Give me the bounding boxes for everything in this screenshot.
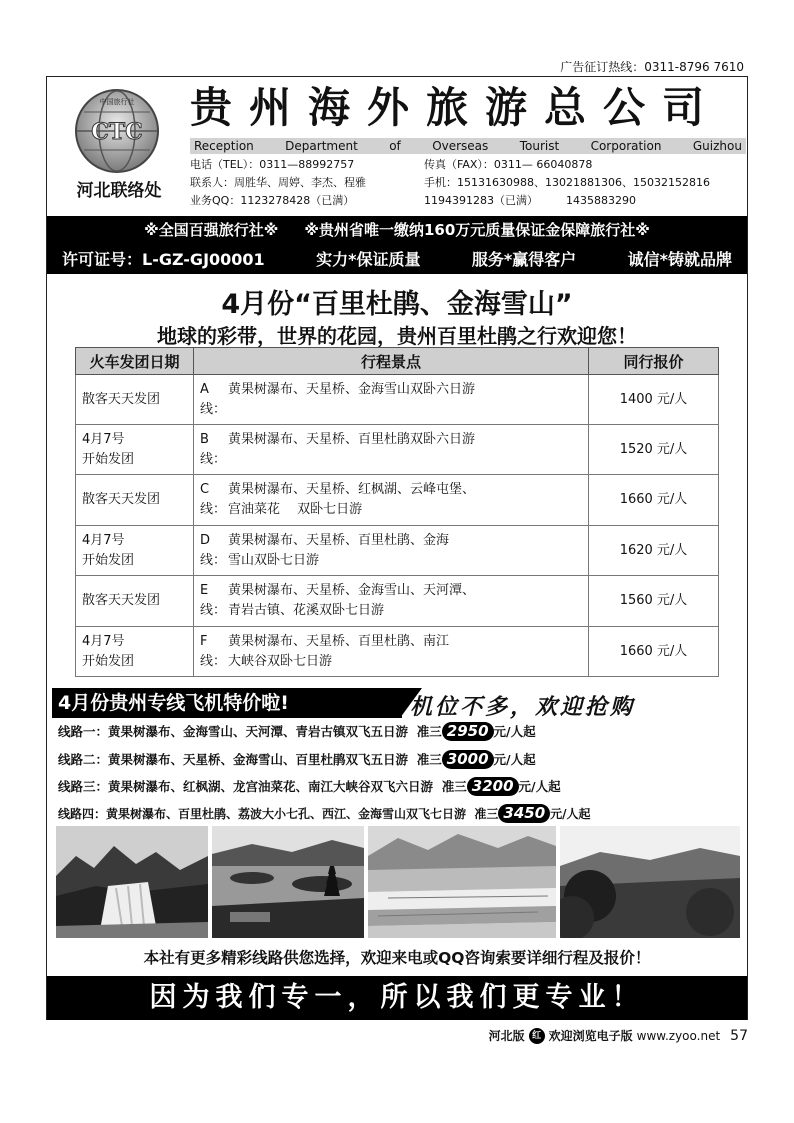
- table-row: [76, 526, 719, 576]
- edition-badge: 红: [529, 1028, 545, 1044]
- svg-text:中国旅行社: 中国旅行社: [99, 98, 135, 106]
- column-header-date: 火车发团日期: [76, 348, 194, 375]
- flight-line-3: 线路三：黄果树瀑布、红枫湖、龙宫油菜花、南江大峡谷双飞六日游 准三 3200 元/人起: [58, 777, 561, 795]
- departure-date: 4月7号 开始发团: [76, 425, 194, 475]
- itinerary: [194, 375, 589, 425]
- route-price: 1660 元/人: [589, 475, 719, 526]
- itinerary: [194, 425, 589, 475]
- route-price: 1660 元/人: [589, 627, 719, 677]
- flight-line-1: 线路一：黄果树瀑布、金海雪山、天河潭、青岩古镇双飞五日游 准三 2950 元/人起: [58, 722, 536, 740]
- route-price: 1520 元/人: [589, 425, 719, 475]
- flight-special-banner: 4月份贵州专线飞机特价啦!: [52, 688, 402, 718]
- limited-seats-slogan: 机位不多，欢迎抢购: [410, 694, 636, 720]
- waterfall-photo: [56, 826, 208, 938]
- qq-number-1: 业务QQ：1123278428（已满）: [190, 194, 355, 207]
- route-description: 黄果树瀑布、天星桥、金海雪山双卧六日游: [228, 381, 476, 397]
- qq-number-3: 1435883290: [566, 194, 636, 207]
- flight-price: 3450: [498, 804, 550, 823]
- flight-price: 2950: [442, 722, 494, 741]
- page-footer: [489, 1027, 748, 1044]
- route-code: F 线：: [200, 633, 227, 669]
- company-english-name: Reception Department of Overseas Tourist Corporation Guizhou: [190, 138, 746, 154]
- route-description: 黄果树瀑布、天星桥、红枫湖、云峰屯堡、 宫油菜花 双卧七日游: [228, 482, 476, 517]
- promo-subtitle: 地球的彩带，世界的花园，贵州百里杜鹃之行欢迎您！: [157, 324, 637, 348]
- train-routes-table: [75, 347, 719, 677]
- credentials-banner: [47, 216, 747, 274]
- table-row: [76, 375, 719, 425]
- itinerary: [194, 475, 589, 526]
- table-row: [76, 475, 719, 526]
- agency-logo: [74, 88, 160, 174]
- more-routes-note: 本社有更多精彩线路供您选择，欢迎来电或QQ咨询索要详细行程及报价！: [143, 949, 651, 967]
- website-link[interactable]: www.zyoo.net: [636, 1028, 721, 1043]
- flight-price: 3200: [467, 777, 519, 796]
- route-code: D 线：: [200, 532, 227, 568]
- departure-date: 散客天天发团: [76, 375, 194, 425]
- route-price: 1400 元/人: [589, 375, 719, 425]
- departure-date: 散客天天发团: [76, 576, 194, 627]
- closing-slogan: 因为我们专一，所以我们更专业！: [47, 976, 747, 1020]
- top100-badge: ※全国百强旅行社※: [144, 221, 279, 239]
- fax-number: 传真（FAX）：0311— 66040878: [424, 158, 593, 171]
- mountain-forest-photo: [560, 826, 740, 938]
- departure-date: 4月7号 开始发团: [76, 526, 194, 576]
- itinerary: [194, 526, 589, 576]
- route-code: B 线：: [200, 431, 227, 467]
- table-row: [76, 425, 719, 475]
- promo-title: 4月份“百里杜鹃、金海雪山”: [221, 289, 573, 320]
- company-name: 贵州海外旅游总公司: [190, 83, 722, 132]
- table-header-row: [76, 348, 719, 375]
- route-description: 黄果树瀑布、天星桥、金海雪山、天河潭、 青岩古镇、花溪双卧七日游: [228, 583, 476, 618]
- svg-text:CTC: CTC: [91, 119, 143, 145]
- ad-hotline: 广告征订热线：0311-8796 7610: [558, 58, 746, 77]
- route-description: 黄果树瀑布、天星桥、百里杜鹃、金海 雪山双卧七日游: [228, 532, 450, 568]
- departure-date: 4月7号 开始发团: [76, 627, 194, 677]
- flight-line-4: 线路四：黄果树瀑布、百里杜鹃、荔波大小七孔、西江、金海雪山双飞七日游 准三 3450 元/人起: [58, 804, 591, 822]
- table-row: [76, 576, 719, 627]
- browse-label: 欢迎浏览电子版: [548, 1029, 633, 1043]
- route-price: 1560 元/人: [589, 576, 719, 627]
- itinerary: [194, 627, 589, 677]
- license-number: 许可证号：L-GZ-GJ00001: [62, 250, 265, 269]
- lake-pagoda-photo: [212, 826, 364, 938]
- phone-number: 电话（TEL）：0311—88992757: [190, 158, 355, 171]
- column-header-price: 同行报价: [589, 348, 719, 375]
- flight-line-2: 线路二：黄果树瀑布、天星桥、金海雪山、百里杜鹃双飞五日游 准三 3000 元/人起: [58, 750, 536, 768]
- page-number: 57: [730, 1027, 748, 1044]
- slogan-strength: 实力*保证质量: [316, 250, 421, 269]
- itinerary: [194, 576, 589, 627]
- terraced-fields-photo: [368, 826, 556, 938]
- qq-number-2: 1194391283（已满）: [424, 194, 538, 207]
- edition-label: 河北版: [488, 1029, 525, 1043]
- mobile-numbers: 手机：15131630988、13021881306、15032152816: [424, 176, 710, 189]
- route-description: 黄果树瀑布、天星桥、百里杜鹃双卧六日游: [228, 431, 476, 447]
- departure-date: 散客天天发团: [76, 475, 194, 526]
- slogan-integrity: 诚信*铸就品牌: [627, 250, 732, 269]
- route-code: E 线：: [200, 583, 227, 618]
- branch-office-label: 河北联络处: [76, 181, 162, 201]
- flight-price: 3000: [442, 750, 494, 769]
- contact-persons: 联系人：周胜华、周婷、李杰、程雅: [190, 176, 366, 189]
- route-description: 黄果树瀑布、天星桥、百里杜鹃、南江 大峡谷双卧七日游: [228, 633, 450, 669]
- slogan-service: 服务*赢得客户: [471, 250, 577, 269]
- deposit-badge: ※贵州省唯一缴纳160万元质量保证金保障旅行社※: [304, 221, 650, 239]
- route-code: C 线：: [200, 482, 227, 517]
- table-row: [76, 627, 719, 677]
- route-code: A 线：: [200, 381, 227, 417]
- column-header-itinerary: 行程景点: [194, 348, 589, 375]
- route-price: 1620 元/人: [589, 526, 719, 576]
